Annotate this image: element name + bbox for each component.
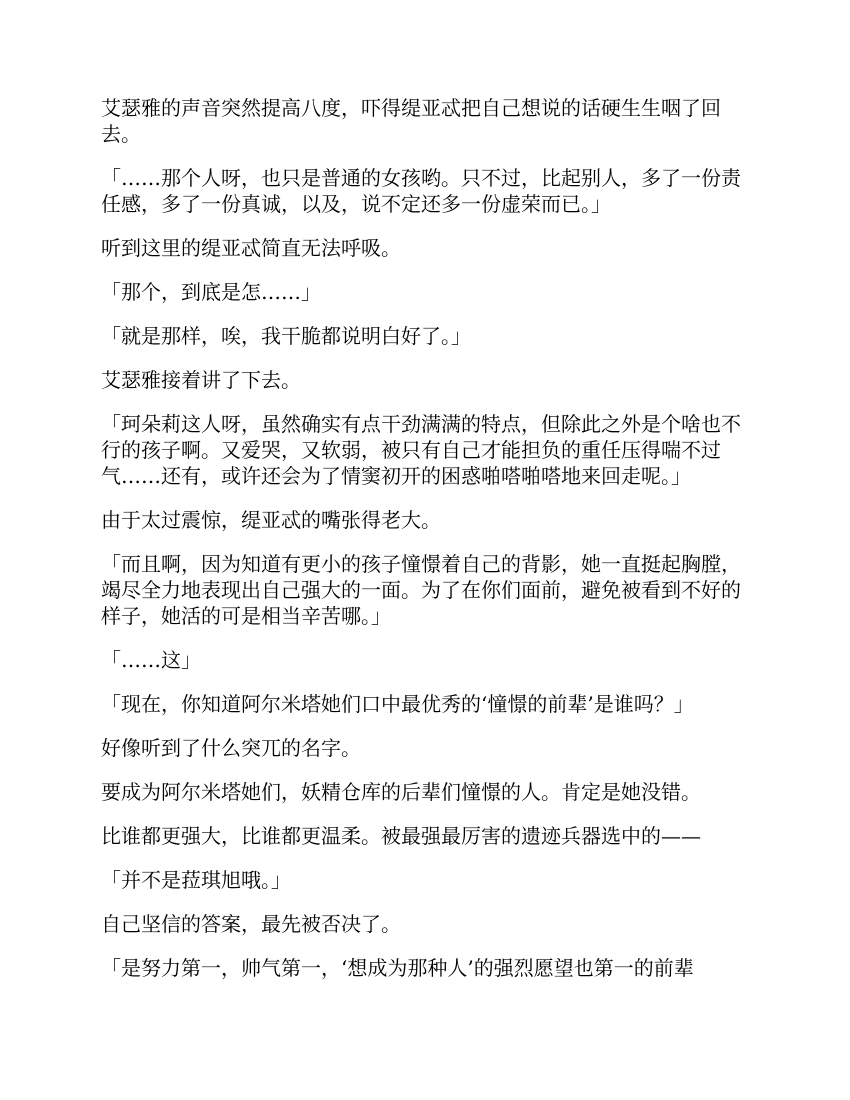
paragraph: 艾瑟雅接着讲了下去。 <box>101 368 301 392</box>
paragraph: 要成为阿尔米塔她们，妖精仓库的后辈们憧憬的人。肯定是她没错。 <box>101 780 701 804</box>
paragraph: 「并不是菈琪旭哦。」 <box>101 868 291 892</box>
paragraph: 「……这」 <box>101 648 201 672</box>
paragraph: 「那个，到底是怎……」 <box>101 280 321 304</box>
paragraph: 艾瑟雅的声音突然提高八度，吓得缇亚忒把自己想说的话硬生生咽了回去。 <box>101 96 721 146</box>
paragraph: 「就是那样，唉，我干脆都说明白好了。」 <box>101 324 471 348</box>
paragraph: 听到这里的缇亚忒简直无法呼吸。 <box>101 236 401 260</box>
paragraph: 比谁都更强大，比谁都更温柔。被最强最厉害的遗迹兵器选中的—— <box>101 824 701 848</box>
paragraph: 「现在，你知道阿尔米塔她们口中最优秀的‘憧憬的前辈’是谁吗？」 <box>101 692 694 716</box>
document-body <box>101 95 751 999</box>
paragraph: 由于太过震惊，缇亚忒的嘴张得老大。 <box>101 508 441 532</box>
paragraph: 「是努力第一，帅气第一，‘想成为那种人’的强烈愿望也第一的前辈 <box>101 956 694 980</box>
paragraph: 「……那个人呀，也只是普通的女孩哟。只不过，比起别人，多了一份责任感，多了一份真诚，以及，说不定还多一份虚荣而已。」 <box>101 166 741 216</box>
paragraph: 自己坚信的答案，最先被否决了。 <box>101 912 401 936</box>
paragraph: 「而且啊，因为知道有更小的孩子憧憬着自己的背影，她一直挺起胸膛，竭尽全力地表现出自己强大的一面。为了在你们面前，避免被看到不好的样子，她活的可是相当辛苦哪。」 <box>101 552 741 628</box>
paragraph: 好像听到了什么突兀的名字。 <box>101 736 361 760</box>
paragraph: 「珂朵莉这人呀，虽然确实有点干劲满满的特点，但除此之外是个啥也不行的孩子啊。又爱哭，又软弱，被只有自己才能担负的重任压得喘不过气……还有，或许还会为了情窦初开的困惑啪嗒啪嗒地来回走呢。」 <box>101 412 741 488</box>
